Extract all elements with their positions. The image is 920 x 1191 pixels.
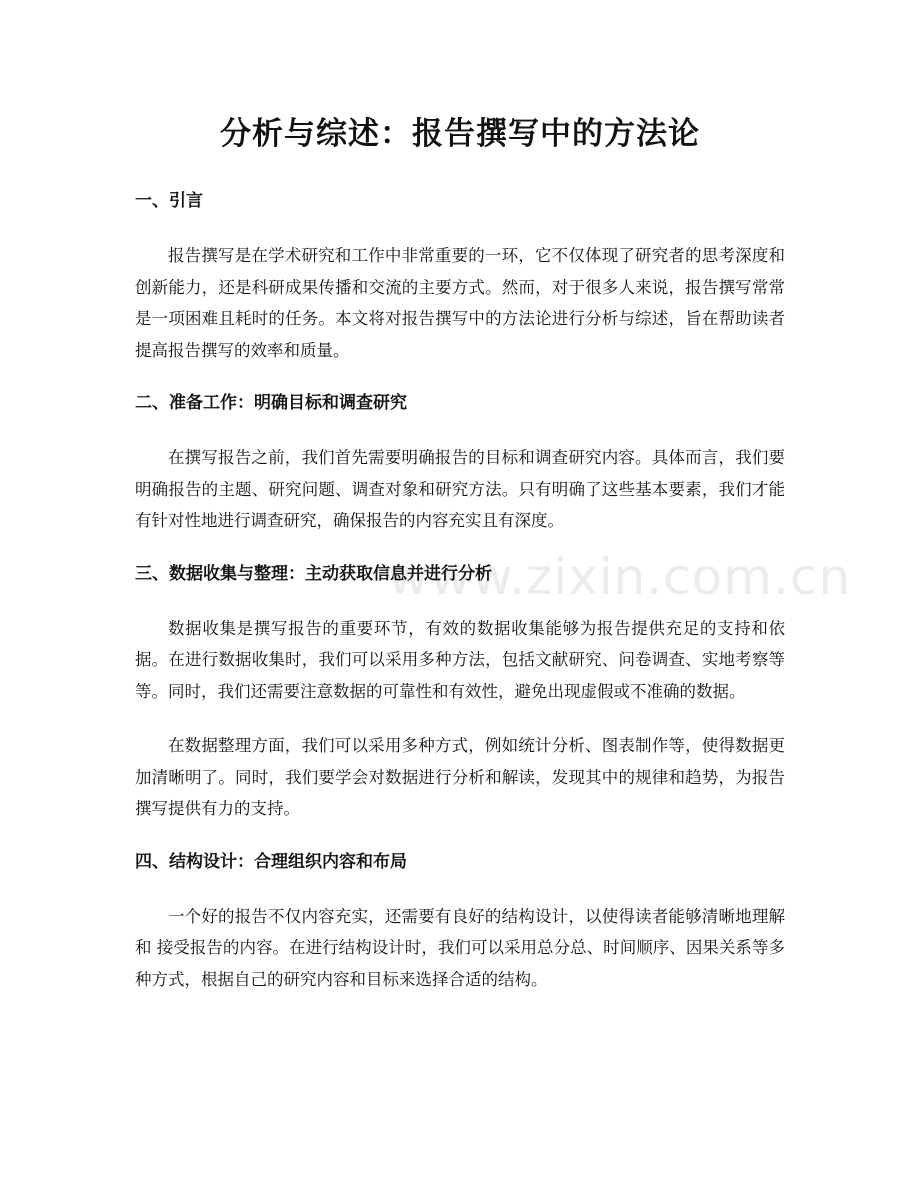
section-heading: 四、结构设计：合理组织内容和布局 [135,851,407,872]
watermark: www.zixin.com.cn [388,548,852,606]
document-body [135,187,785,1018]
paragraph: 在数据整理方面，我们可以采用多种方式，例如统计分析、图表制作等，使得数据更加清晰明了。同时，我们要学会对数据进行分析和解读，发现其中的规律和趋势，为报告撰写提供有力的支持。 [135,736,785,818]
paragraph: 报告撰写是在学术研究和工作中非常重要的一环，它不仅体现了研究者的思考深度和创新能力，还是科研成果传播和交流的主要方式。然而，对于很多人来说，报告撰写常常是一项困难且耗时的任务。本文将对报告撰写中的方法论进行分析与综述，旨在帮助读者提高报告撰写的效率和质量。 [135,246,785,360]
paragraph: 数据收集是撰写报告的重要环节，有效的数据收集能够为报告提供充足的支持和依据。在进行数据收集时，我们可以采用多种方法，包括文献研究、问卷调查、实地考察等等。同时，我们还需要注意数据的可靠性和有效性，避免出现虚假或不准确的数据。 [135,618,785,701]
section-preparation [135,389,785,537]
page-title: 分析与综述：报告撰写中的方法论 [220,116,700,152]
paragraph: 在撰写报告之前，我们首先需要明确报告的目标和调查研究内容。具体而言，我们要明确报告的主题、研究问题、调查对象和研究方法。只有明确了这些基本要素，我们才能有针对性地进行调查研究，确保报告的内容充实且有深度。 [135,448,785,530]
section-introduction [135,187,785,366]
section-structure-design [135,848,785,996]
paragraph: 一个好的报告不仅内容充实，还需要有良好的结构设计，以使得读者能够清晰地理解和 接受报告的内容。在进行结构设计时，我们可以采用总分总、时间顺序、因果关系等多种方式，根据自己的研究内容和目标来选择合适的结构。 [135,906,785,989]
section-data-collection [135,560,785,825]
section-heading: 一、引言 [135,191,203,211]
section-heading: 三、数据收集与整理：主动获取信息并进行分析 [135,563,492,584]
section-heading: 二、准备工作：明确目标和调查研究 [135,393,407,413]
